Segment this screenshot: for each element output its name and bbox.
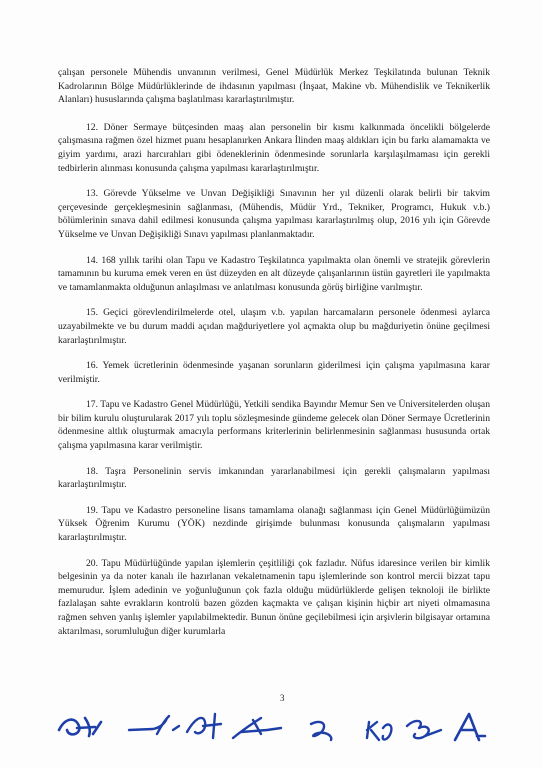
signature-row (55, 700, 515, 750)
paragraph-item-18: 18. Taşra Personelinin servis imkanından yararlanabilmesi için gerekli çalışmaların yapılması kararlaştırılmıştır. (58, 465, 490, 491)
paragraph-continuation: çalışan personele Mühendis unvanının verilmesi, Genel Müdürlük Merkez Teşkilatında bulunan Teknik Kadrolarının Bölge Müdürlüklerinde de ihdasının yapılması (İnşaat, Makine vb. Mühendislik ve Teknikerlik Alanları) hususlarında çalışma başlatılması kararlaştırılmıştır. (58, 67, 490, 106)
signature-7 (407, 721, 441, 738)
signature-3 (187, 714, 221, 738)
paragraph-item-14: 14. 168 yıllık tarihi olan Tapu ve Kadastro Teşkilatınca yapılmakta olan önemli ve stratejik görevlerin tamamının bu kuruma emek veren en üst düzeyden en alt düzeyde çalışanlarının üstün gayretleri ile yapılmakta ve tamamlanmakta olduğunun anlaşılması ve anlatılması konusunda görüş birliğine varılmıştır. (58, 254, 490, 293)
paragraph-item-20: 20. Tapu Müdürlüğünde yapılan işlemlerin çeşitliliği çok fazladır. Nüfus idaresince verilen bir kimlik belgesinin ya da noter kanalı ile hazırlanan vekaletnamenin tapu işlemlerinde son kontrol mercii bizzat tapu memurudur. İşlem adedinin ve yoğunluğunun çok fazla olduğu müdürlüklerde gelişen teknoloji ile birlikte fazlalaşan sahte evrakların kontrolü bazen gözden kaçmakta ve çalışan kişinin hiçbir art niyeti olmamasına rağmen sehven yanlış işlemler yapılabilmektedir. Bunun önüne geçilebilmesi için arşivlerin bilgisayar ortamına aktarılması, sorumluluğun diğer kurumlarla (58, 557, 490, 637)
paragraph-item-15: 15. Geçici görevlendirilmelerde otel, ulaşım v.b. yapılan harcamaların personele ödenmesi aylarca uzayabilmekte ve bu durum maddi açıdan mağduriyetlere yol açmakta olup bu mağduriyetin önüne geçilmesi kararlaştırılmıştır. (58, 307, 490, 346)
signature-8 (455, 714, 485, 740)
signature-6 (367, 722, 391, 740)
paragraph-item-17: 17. Tapu ve Kadastro Genel Müdürlüğü, Yetkili sendika Bayındır Memur Sen ve Üniversitelerden oluşan bir bilim kurulu oluşturularak 2017 yılı toplu sözleşmesinde gündeme gelecek olan Döner Sermaye Ücretlerinin ödenmesine altlık oluşturmak amacıyla performans kriterlerinin belirlenmesinin sağlanması hususunda ortak çalışma yapılmasına karar verilmiştir. (58, 399, 490, 452)
paragraph-item-12: 12. Döner Sermaye bütçesinden maaş alan personelin bir kısmı kalkınmada öncelikli bölgelerde çalışmasına rağmen özel hizmet puanı hesaplanırken Ankara İlinden maaş aldıkları için bu farkı alamamakta ve giyim yardımı, arazi harcırahları gibi ödeneklerinin ödenmesinde sorunlarla karşılaşılmaması için gerekli tedbirlerin alınması konusunda çalışma yapılması kararlaştırılmıştır. (58, 121, 490, 174)
page-number: 3 (280, 693, 285, 703)
signature-1 (59, 718, 101, 736)
paragraph-item-16: 16. Yemek ücretlerinin ödenmesinde yaşanan sorunların giderilmesi için çalışma yapılmasına karar verilmiştir. (58, 360, 490, 385)
paragraph-item-19: 19. Tapu ve Kadastro personeline lisans tamamlama olanağı sağlanması için Genel Müdürlüğümüzün Yüksek Öğrenim Kurumu (YÖK) nezdinde girişimde bulunması konusunda çalışmaların yapılması kararlaştırılmıştır. (58, 504, 490, 544)
signature-2 (129, 716, 179, 734)
signature-5 (311, 722, 331, 740)
signatures-graphic (55, 700, 515, 750)
paragraph-item-13: 13. Görevde Yükselme ve Unvan Değişikliği Sınavının her yıl düzenli olarak belirli bir takvim çerçevesinde gerçekleşmesinin sağlanması, (Mühendis, Müdür Yrd., Tekniker, Programcı, Hukuk v.b.) bölümlerinin sınava dahil edilmesi konusunda çalışma yapılması kararlaştırılmış olup, 2016 yılı için Görevde Yükselme ve Unvan Değişikliği Sınavı yapılması planlanmaktadır. (58, 188, 490, 240)
signature-4 (233, 718, 281, 738)
document-body (58, 66, 490, 650)
